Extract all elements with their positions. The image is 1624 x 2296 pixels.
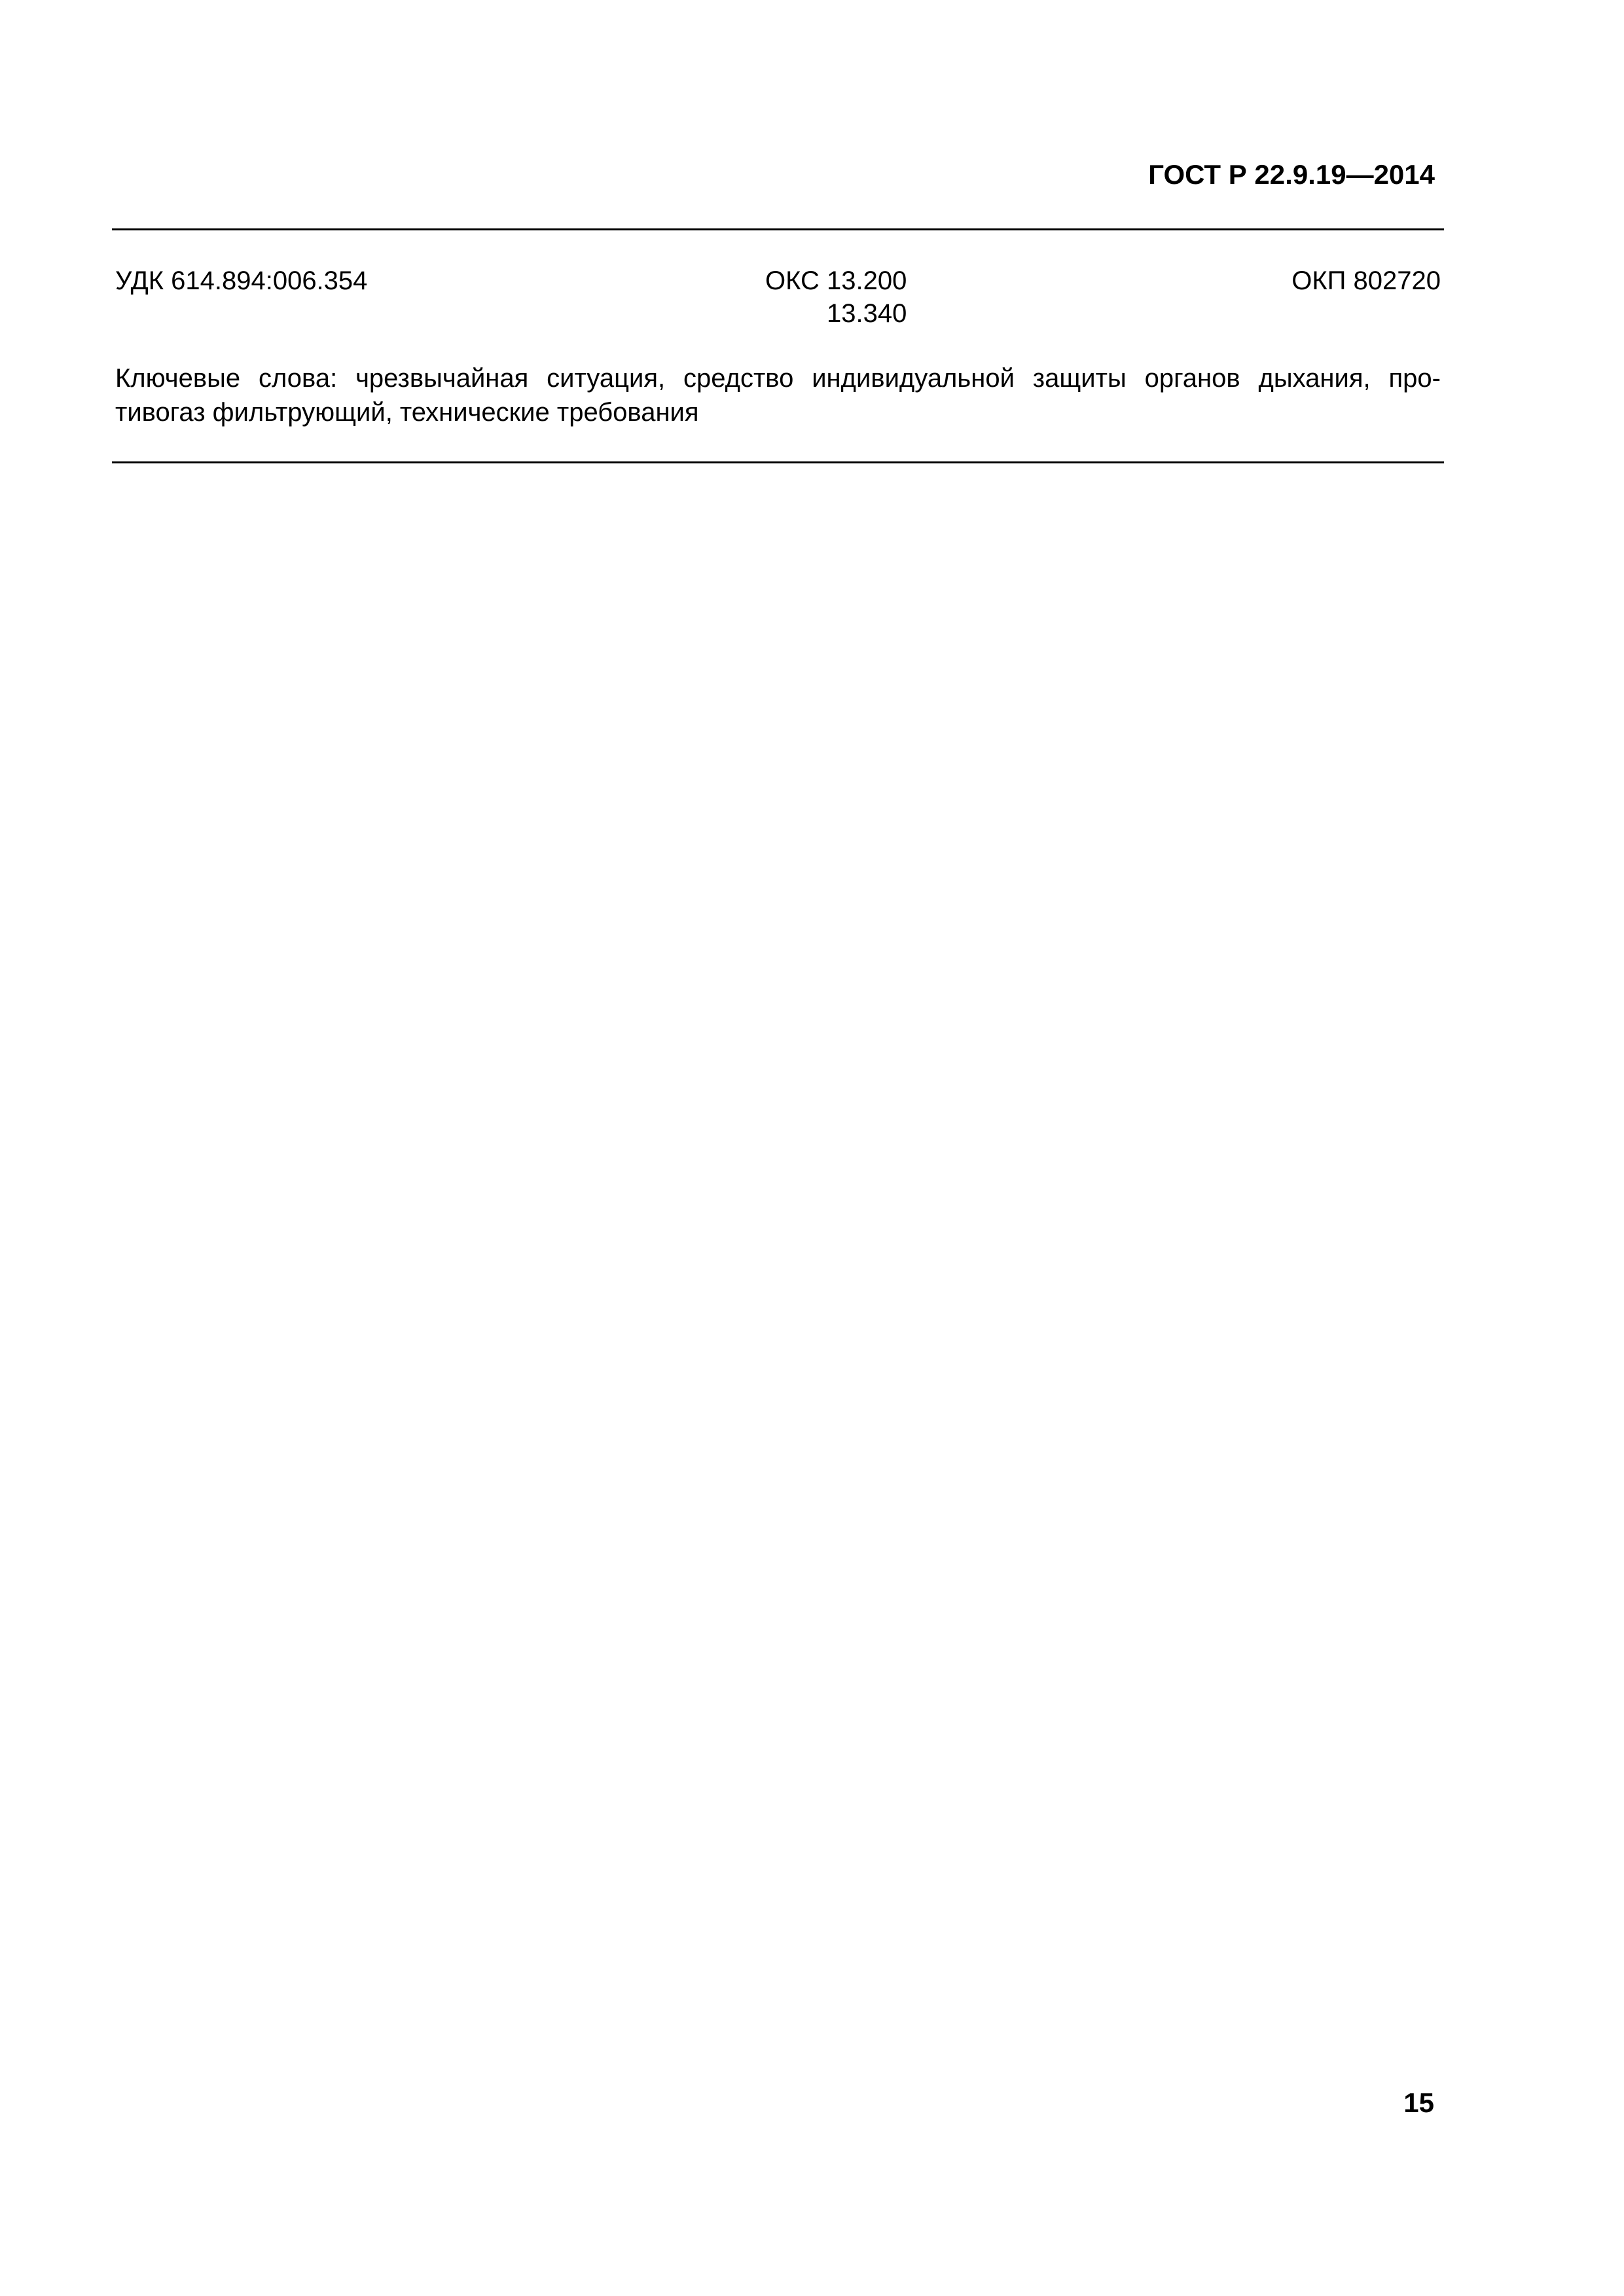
keywords-paragraph xyxy=(115,361,1441,429)
okp-code: ОКП 802720 xyxy=(1291,266,1441,295)
oks-code-secondary: 13.340 xyxy=(826,299,907,328)
keywords-line-2: тивогаз фильтрующий, технические требования xyxy=(115,398,699,427)
udk-code: УДК 614.894:006.354 xyxy=(115,266,368,295)
page-number: 15 xyxy=(1403,2087,1434,2118)
bottom-divider xyxy=(112,461,1444,463)
top-divider xyxy=(112,228,1444,230)
keywords-line-1: Ключевые слова: чрезвычайная ситуация, средство индивидуальной защиты органов дыхания, про- xyxy=(115,364,1441,393)
oks-codes xyxy=(765,264,907,330)
oks-code-primary: ОКС 13.200 xyxy=(765,266,907,295)
classification-row xyxy=(115,264,1441,336)
document-code-header: ГОСТ Р 22.9.19—2014 xyxy=(1148,159,1435,190)
